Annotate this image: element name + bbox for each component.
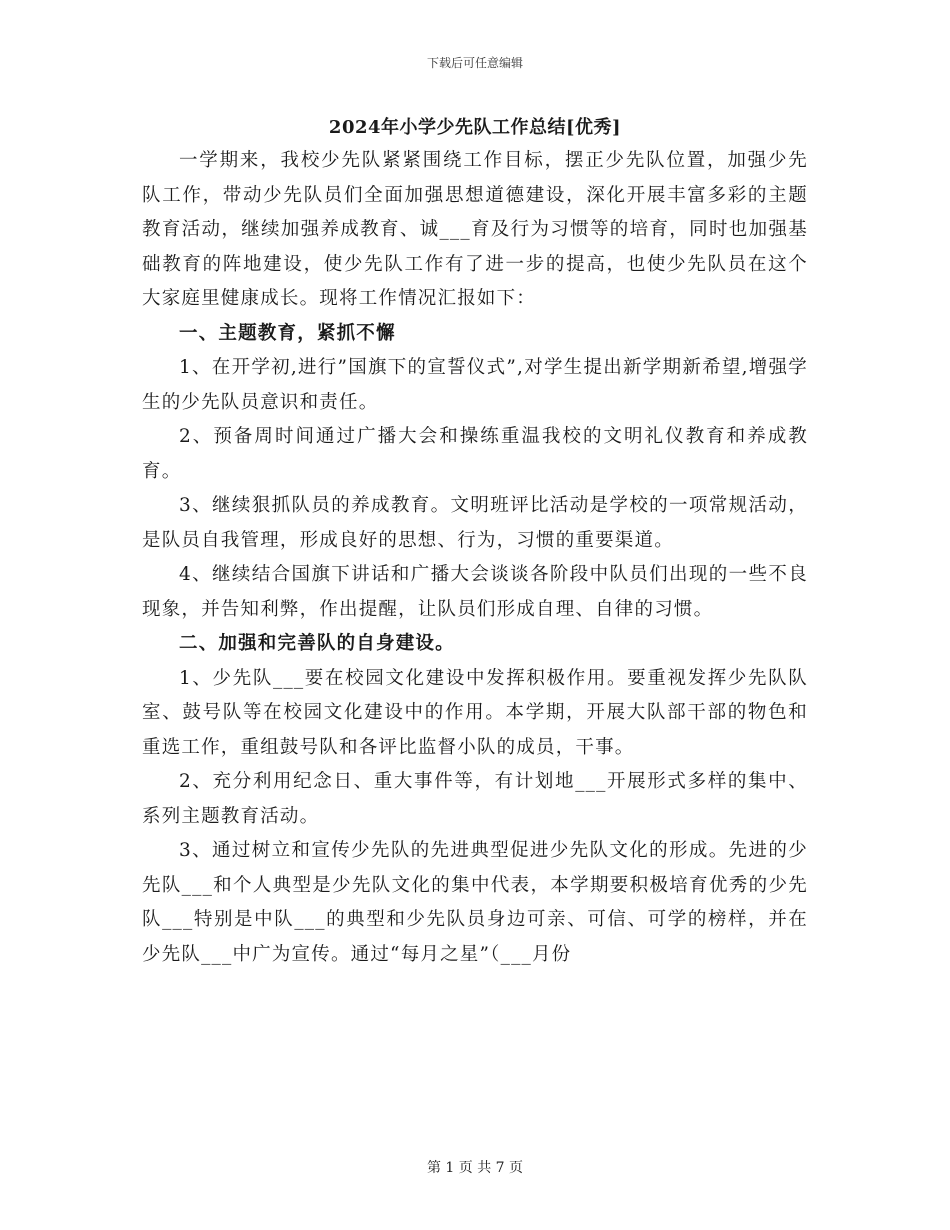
section-1-item-3: 3、继续狠抓队员的养成教育。文明班评比活动是学校的一项常规活动，是队员自我管理，形成良好的思想、行为，习惯的重要渠道。: [142, 495, 808, 551]
section-2-item-1: 1、少先队___要在校园文化建设中发挥积极作用。要重视发挥少先队队室、鼓号队等在校园文化建设中的作用。本学期，开展大队部干部的物色和重选工作，重组鼓号队和各评比监督小队的成员，干事。: [142, 667, 808, 758]
section-heading-team-building: 二、加强和完善队的自身建设。: [179, 633, 455, 654]
document-body: [142, 112, 808, 972]
section-heading-theme-education: 一、主题教育，紧抓不懈: [179, 322, 396, 344]
intro-paragraph: 一学期来，我校少先队紧紧围绕工作目标，摆正少先队位置，加强少先队工作，带动少先队员们全面加强思想道德建设，深化开展丰富多彩的主题教育活动，继续加强养成教育、诚___育及行为习惯等的培育，同时也加强基础教育的阵地建设，使少先队工作有了进一步的提高，也使少先队员在这个大家庭里健康成长。现将工作情况汇报如下：: [142, 150, 808, 309]
document-title: 2024年小学少先队工作总结[优秀]: [328, 117, 622, 138]
section-2-item-3: 3、通过树立和宣传少先队的先进典型促进少先队文化的形成。先进的少先队___和个人典型是少先队文化的集中代表，本学期要积极培育优秀的少先队___特别是中队___的典型和少先队员身边可亲、可信、可学的榜样，并在少先队___中广为宣传。通过“每月之星”（___月份: [142, 840, 808, 965]
section-2-item-2: 2、充分利用纪念日、重大事件等，有计划地___开展形式多样的集中、系列主题教育活动。: [142, 771, 808, 827]
section-1-item-4: 4、继续结合国旗下讲话和广播大会谈谈各阶段中队员们出现的一些不良现象，并告知利弊，作出提醒，让队员们形成自理、自律的习惯。: [142, 564, 808, 620]
page-number-footer: 第 1 页 共 7 页: [426, 1160, 524, 1176]
section-1-item-2: 2、预备周时间通过广播大会和操练重温我校的文明礼仪教育和养成教育。: [142, 426, 808, 482]
section-1-item-1: 1、在开学初,进行”国旗下的宣誓仪式”,对学生提出新学期新希望,增强学生的少先队员意识和责任。: [142, 357, 808, 413]
page-header-note: 下载后可任意编辑: [426, 56, 523, 70]
